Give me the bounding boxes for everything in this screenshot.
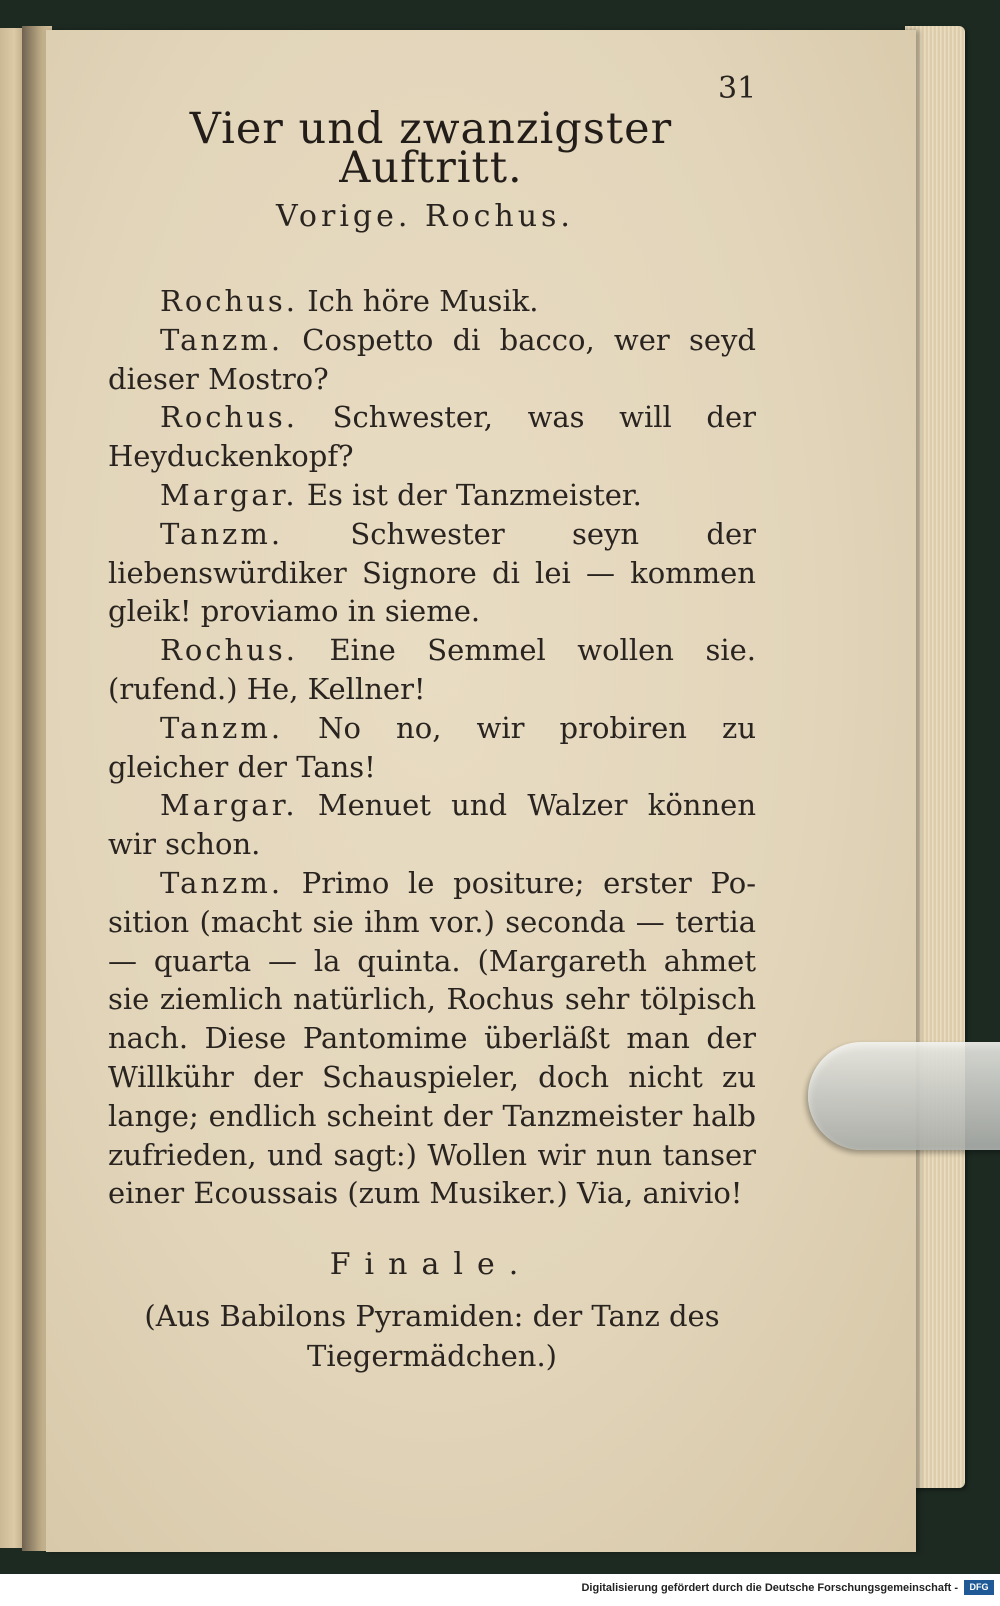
- book-page: [46, 30, 916, 1552]
- dialogue-paragraph: [108, 786, 756, 864]
- speaker-name: Margar.: [160, 477, 298, 512]
- dialogue-paragraph: [108, 321, 756, 399]
- dialogue-paragraph: [108, 398, 756, 476]
- speaker-name: Rochus.: [160, 400, 298, 435]
- dialogue-paragraph: [108, 515, 756, 631]
- speaker-name: Rochus.: [160, 284, 298, 318]
- speaker-name: Margar.: [160, 788, 298, 823]
- finale-title: Finale.: [329, 1247, 533, 1282]
- dialogue-text: Es ist der Tanzmeister.: [297, 477, 642, 512]
- dialogue-text: Ich höre Musik.: [298, 284, 539, 318]
- dialogue-text: Schwester, was will der Heyduckenkopf?: [108, 400, 756, 474]
- speaker-name: Tanzm.: [160, 710, 284, 745]
- page-clip: [808, 1042, 1000, 1150]
- cast-list: Vorige. Rochus.: [276, 199, 574, 234]
- dialogue-block: [108, 282, 756, 1213]
- dialogue-paragraph: [108, 864, 756, 1213]
- scene-heading: Vier und zwanzigster Auftritt.: [189, 104, 673, 193]
- speaker-name: Tanzm.: [160, 865, 284, 900]
- page-number: 31: [718, 71, 757, 106]
- dialogue-paragraph: [108, 476, 756, 515]
- footer-bar: [0, 1574, 1000, 1606]
- speaker-name: Tanzm.: [160, 322, 284, 357]
- dialogue-text: Cospetto di bacco, wer seyd dieser Mostro?: [108, 322, 756, 396]
- dialogue-paragraph: [108, 709, 756, 787]
- dialogue-text: Primo le positure; erster Position (macht sie ihm vor.) seconda — tertia — quarta — la quinta. (Margareth ahmet sie ziemlich natürlich, Rochus sehr tölpisch nach. Diese Pantomime überläßt man der Willkühr der Schauspieler, doch nicht zu lange; endlich scheint der Tanzmeister halb zufrieden, und sagt:) Wollen wir nun tanser einer Ecoussais (zum Musiker.) Via, anivio!: [108, 865, 756, 1211]
- dialogue-text: Schwester seyn der liebenswürdiker Signore di lei — kommen gleik! proviamo in sieme.: [108, 516, 756, 629]
- dialogue-text: Eine Semmel wollen sie. (rufend.) He, Kellner!: [108, 633, 756, 706]
- dialogue-text: Menuet und Walzer können wir schon.: [108, 788, 756, 862]
- speaker-name: Rochus.: [160, 633, 298, 668]
- funding-notice: Digitalisierung gefördert durch die Deutsche Forschungsgemeinschaft -: [581, 1582, 958, 1594]
- finale-note: (Aus Babilons Pyramiden: der Tanz des Tiegermädchen.): [144, 1299, 720, 1373]
- dialogue-text: No no, wir probiren zu gleicher der Tans!: [108, 710, 756, 784]
- dialogue-paragraph: [108, 631, 756, 709]
- dfg-logo: DFG: [964, 1580, 994, 1595]
- speaker-name: Tanzm.: [160, 516, 284, 551]
- dialogue-paragraph: [108, 282, 756, 321]
